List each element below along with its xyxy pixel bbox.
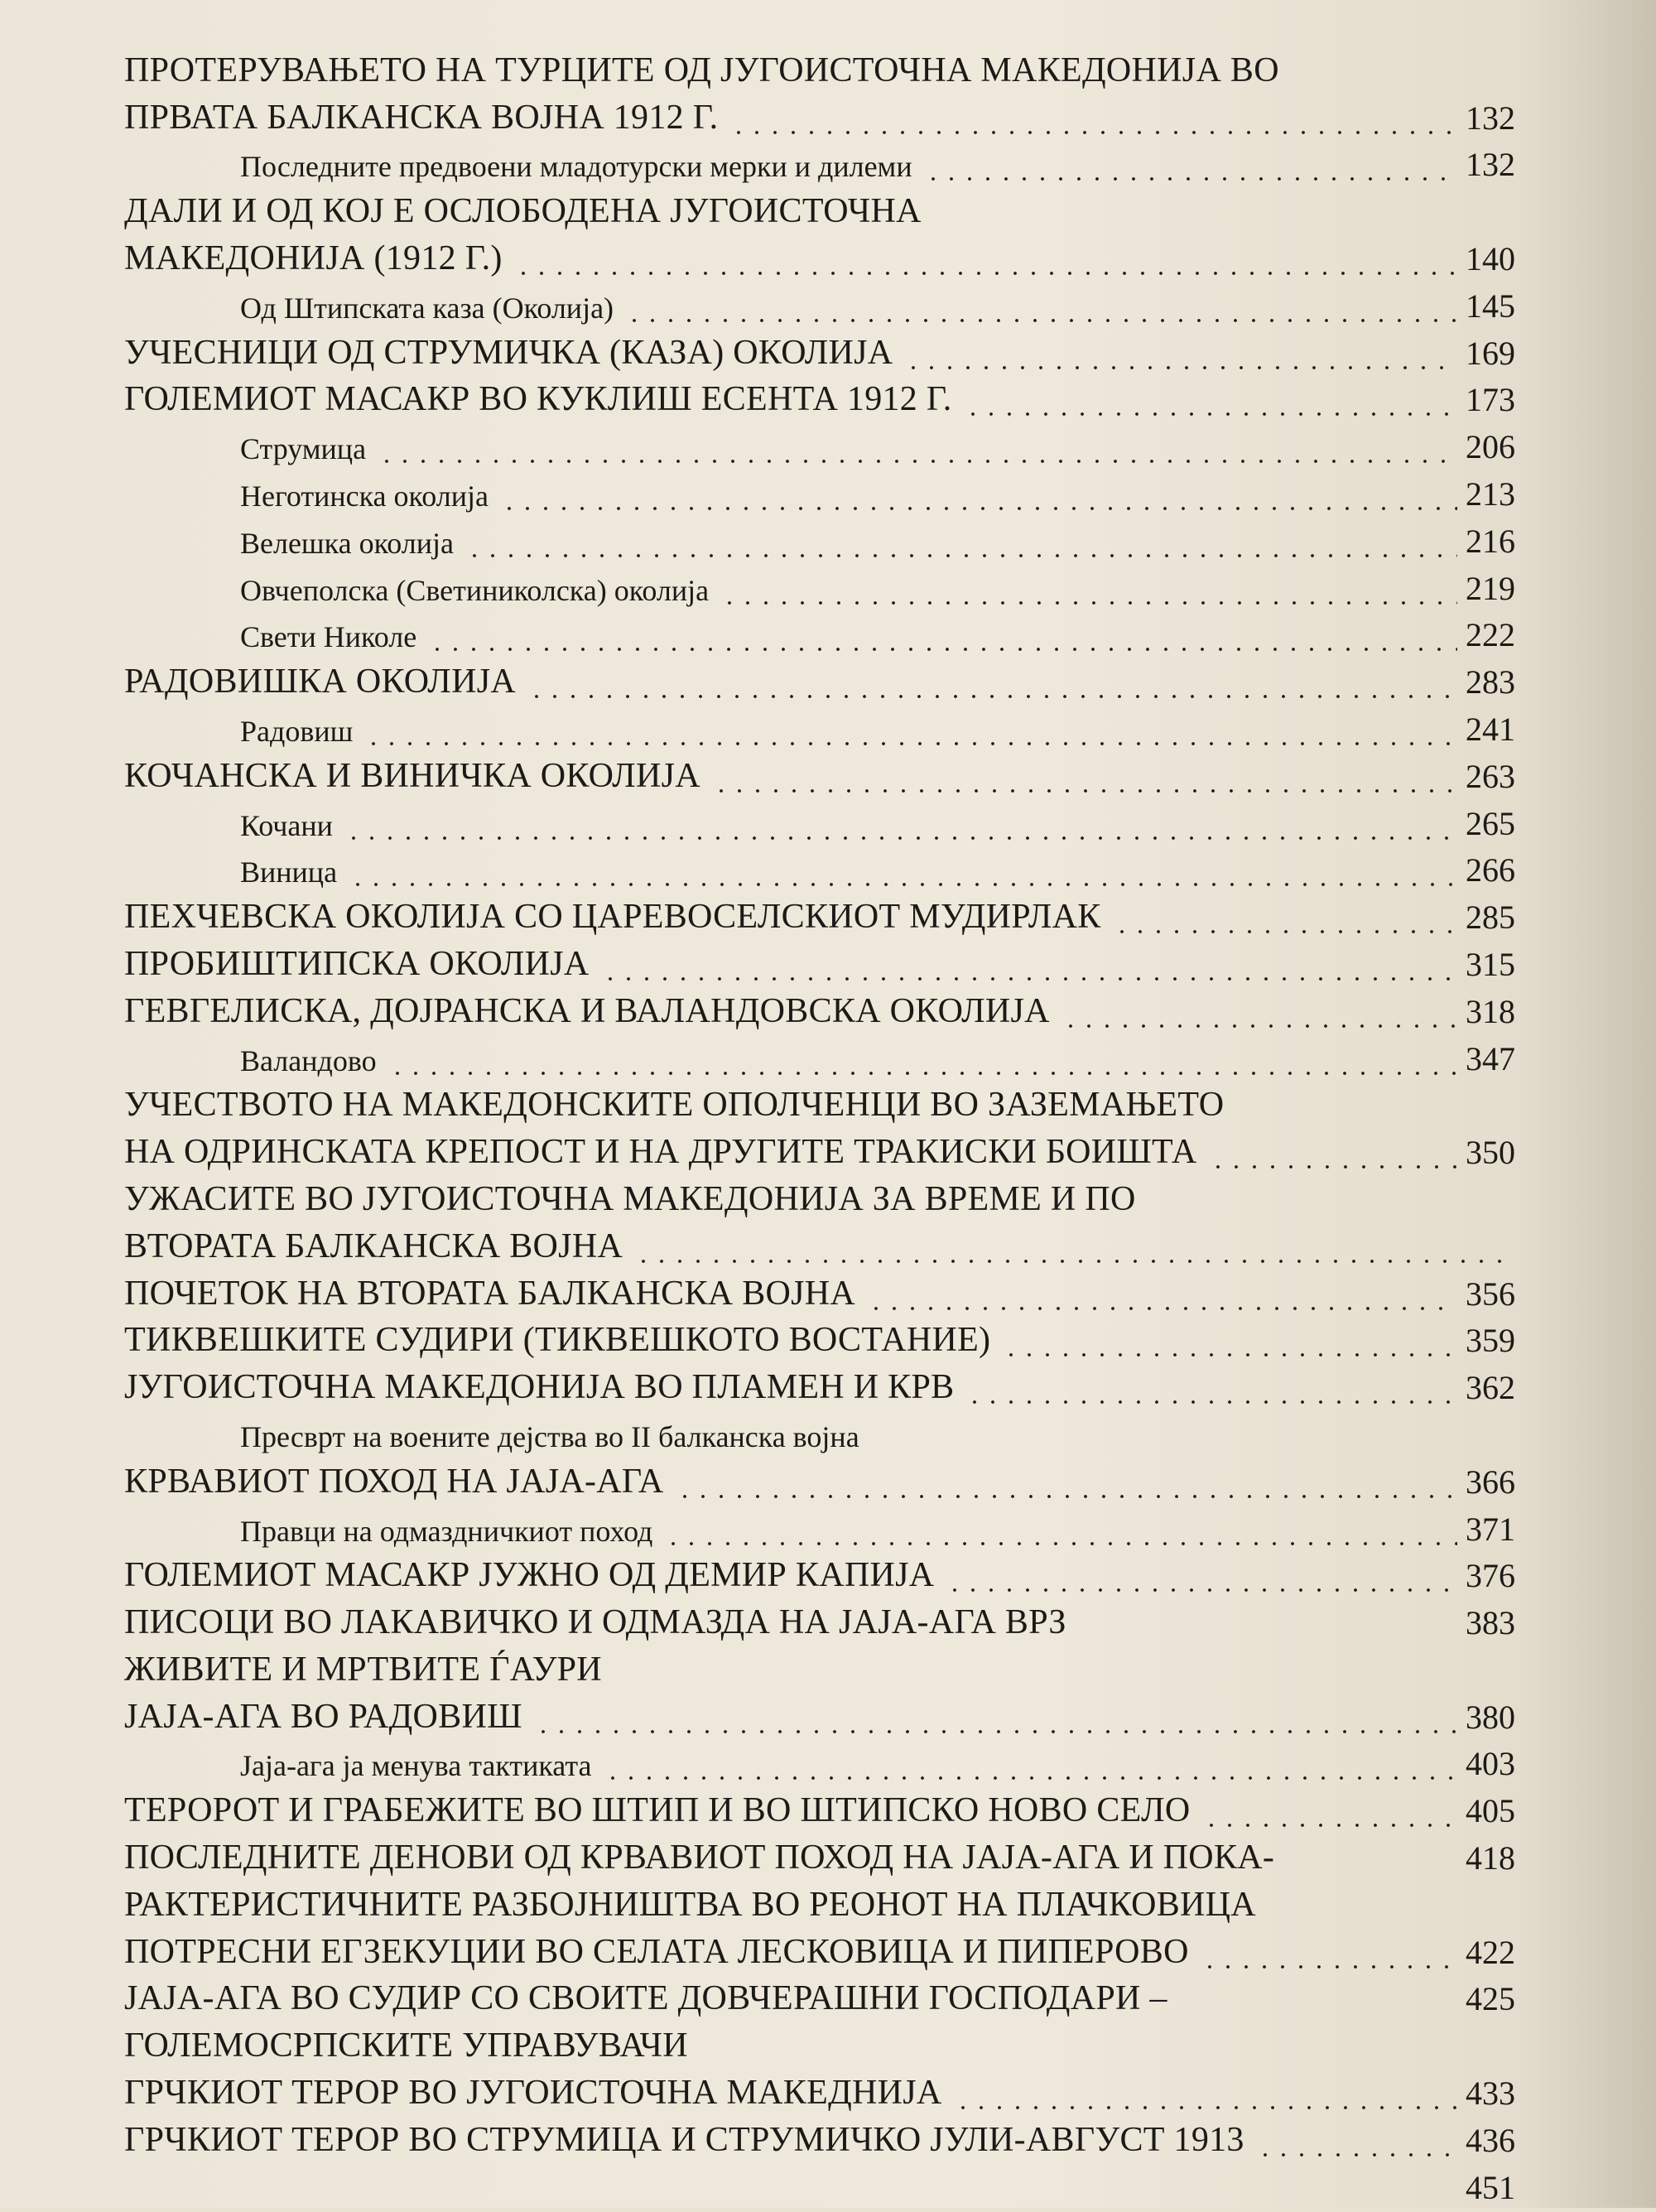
toc-heading-text: УЧЕСТВОТО НА МАКЕДОНСКИТЕ ОПОЛЧЕНЦИ ВО ЗАЗЕМАЊЕТО	[124, 1086, 1225, 1125]
dot-leader	[946, 1588, 1457, 1592]
toc-subentry-text: Јаја-ага ја менува тактиката	[240, 1749, 592, 1783]
toc-heading-text: ВТОРАТА БАЛКАНСКА ВОЈНА	[124, 1226, 623, 1265]
dot-leader	[1201, 1965, 1457, 1969]
dot-leader	[676, 1495, 1457, 1498]
page-number: 405	[1466, 1792, 1515, 1830]
toc-heading-text: ТИКВЕШКИТЕ СУДИРИ (ТИКВЕШКОТО ВОСТАНИЕ)	[124, 1321, 991, 1360]
toc-subentry-text: Овчеполска (Светиниколска) околија	[240, 573, 710, 607]
toc-heading-text: ГОЛЕМОСРПСКИТЕ УПРАВУВАЧИ	[124, 2026, 688, 2065]
toc-heading-row	[124, 330, 1515, 378]
page-number: 285	[1466, 899, 1515, 937]
dot-leader	[364, 742, 1457, 745]
page-number: 132	[1466, 146, 1515, 184]
toc-subentry-row	[124, 848, 1515, 895]
toc-subentry-row	[124, 1036, 1515, 1083]
toc-heading-row	[124, 1882, 1515, 1930]
dot-leader	[904, 366, 1457, 369]
dot-leader	[428, 648, 1457, 651]
page-number: 140	[1466, 239, 1515, 277]
toc-subentry-text: Правци на одмаздничкиот поход	[240, 1514, 653, 1548]
page-number: 132	[1466, 99, 1515, 137]
dot-leader	[349, 883, 1457, 886]
dot-leader	[965, 1400, 1457, 1404]
toc-heading-row	[124, 659, 1515, 706]
toc-subentry-row	[124, 1506, 1515, 1554]
toc-heading-text: ПОЧЕТОК НА ВТОРАТА БАЛКАНСКА ВОЈНА	[124, 1274, 856, 1313]
toc-heading-text: КОЧАНСКА И ВИНИЧКА ОКОЛИЈА	[124, 756, 700, 795]
toc-heading-text: ГРЧКИОТ ТЕРОР ВО ЈУГОИСТОЧНА МАКЕДНИЈА	[124, 2074, 942, 2113]
toc-subentry-row	[124, 424, 1515, 471]
toc-heading-text: ПОТРЕСНИ ЕГЗЕКУЦИИ ВО СЕЛАТА ЛЕСКОВИЦА И ПИПЕРОВО	[124, 1932, 1189, 1971]
toc-heading-text: ПОСЛЕДНИТЕ ДЕНОВИ ОД КРВАВИОТ ПОХОД НА ЈАЈА-АГА И ПОКА-	[124, 1839, 1275, 1877]
toc-heading-text: ЈАЈА-АГА ВО РАДОВИШ	[124, 1697, 522, 1736]
toc-heading-text: РАКТЕРИСТИЧНИТЕ РАЗБОЈНИШТВА ВО РЕОНОТ НА ПЛАЧКОВИЦА	[124, 1885, 1256, 1924]
dot-leader	[601, 977, 1457, 981]
page-number: 366	[1466, 1463, 1515, 1501]
toc-heading-row	[124, 1600, 1515, 1647]
dot-leader	[1209, 1165, 1457, 1169]
page-number: 383	[1466, 1604, 1515, 1642]
page-number: 425	[1466, 1980, 1515, 2018]
toc-heading-text: ПИСОЦИ ВО ЛАКАВИЧКО И ОДМАЗДА НА ЈАЈА-АГА ВРЗ	[124, 1603, 1066, 1642]
toc-heading-row	[124, 2023, 1515, 2070]
dot-leader	[1256, 2153, 1457, 2157]
toc-subentry-row	[124, 1412, 1515, 1459]
toc-heading-row	[124, 942, 1515, 989]
toc-heading-row	[124, 1977, 1515, 2024]
dot-leader	[954, 2106, 1457, 2109]
page-number: 266	[1466, 851, 1515, 889]
page-number: 213	[1466, 475, 1515, 513]
toc-subentry-row	[124, 566, 1515, 613]
toc-subentry-row	[124, 801, 1515, 848]
toc-subentry-text: Последните предвоени младотурски мерки и дилеми	[240, 150, 912, 184]
dot-leader	[867, 1307, 1457, 1310]
toc-heading-row	[124, 1224, 1515, 1271]
dot-leader	[1002, 1353, 1457, 1357]
toc-heading-text: УЧЕСНИЦИ ОД СТРУМИЧКА (КАЗА) ОКОЛИЈА	[124, 333, 893, 372]
dot-leader	[527, 695, 1457, 698]
page-number: 433	[1466, 2075, 1515, 2113]
toc-heading-text: УЖАСИТЕ ВО ЈУГОИСТОЧНА МАКЕДОНИЈА ЗА ВРЕМЕ И ПО	[124, 1179, 1136, 1218]
toc-heading-row	[124, 1177, 1515, 1224]
toc-heading-row	[124, 894, 1515, 942]
table-of-contents	[124, 48, 1515, 2212]
toc-subentry-text: Кочани	[240, 808, 333, 842]
toc-heading-row	[124, 754, 1515, 801]
dot-leader	[1202, 1824, 1457, 1827]
dot-leader	[712, 789, 1457, 793]
toc-subentry-text: Велешка околија	[240, 526, 454, 560]
toc-subentry-row	[124, 1742, 1515, 1789]
toc-heading-text: ПРОБИШТИПСКА ОКОЛИЈА	[124, 944, 590, 983]
page-number: 219	[1466, 569, 1515, 607]
toc-heading-row	[124, 1318, 1515, 1366]
toc-heading-text: ГОЛЕМИОТ МАСАКР ЈУЖНО ОД ДЕМИР КАПИЈА	[124, 1556, 935, 1595]
page-number: 263	[1466, 757, 1515, 795]
page-number: 206	[1466, 428, 1515, 466]
toc-subentry-text: Пресврт на воените дејства во II балканска војна	[240, 1419, 859, 1453]
toc-heading-row	[124, 48, 1515, 95]
toc-heading-row	[124, 989, 1515, 1036]
toc-heading-row	[124, 95, 1515, 142]
toc-heading-row	[124, 1930, 1515, 1977]
toc-subentry-row	[124, 706, 1515, 754]
page-number: 347	[1466, 1039, 1515, 1077]
page-number: 362	[1466, 1369, 1515, 1407]
dot-leader	[634, 1260, 1515, 1263]
toc-heading-text: КРВАВИОТ ПОХОД НА ЈАЈА-АГА	[124, 1462, 664, 1501]
page-number: 216	[1466, 522, 1515, 560]
toc-heading-text: ДАЛИ И ОД КОЈ Е ОСЛОБОДЕНА ЈУГОИСТОЧНА	[124, 192, 922, 231]
page-number: 145	[1466, 287, 1515, 325]
toc-subentry-row	[124, 142, 1515, 190]
toc-heading-row	[124, 1271, 1515, 1318]
page-number: 376	[1466, 1557, 1515, 1595]
page-number: 173	[1466, 381, 1515, 419]
dot-leader	[720, 601, 1457, 605]
toc-heading-row	[124, 1835, 1515, 1882]
toc-heading-row	[124, 1083, 1515, 1130]
toc-heading-text: ЈАЈА-АГА ВО СУДИР СО СВОИТЕ ДОВЧЕРАШНИ ГОСПОДАРИ –	[124, 1979, 1167, 2018]
page-number: 222	[1466, 616, 1515, 654]
toc-heading-row	[124, 2118, 1515, 2165]
dot-leader	[604, 1776, 1457, 1780]
dot-leader	[625, 319, 1457, 322]
toc-subentry-text: Валандово	[240, 1043, 377, 1077]
toc-subentry-text: Неготинска околија	[240, 479, 489, 513]
toc-subentry-text: Од Штипската каза (Околија)	[240, 291, 614, 325]
toc-heading-row	[124, 1647, 1515, 1694]
dot-leader	[1061, 1024, 1457, 1028]
toc-heading-row	[124, 1788, 1515, 1835]
page-number: 350	[1466, 1134, 1515, 1172]
toc-heading-row	[124, 2070, 1515, 2118]
dot-leader	[465, 554, 1457, 557]
toc-subentry-row	[124, 518, 1515, 566]
toc-heading-text: ПРОТЕРУВАЊЕТО НА ТУРЦИТЕ ОД ЈУГОИСТОЧНА МАКЕДОНИЈА ВО	[124, 51, 1279, 89]
page-number: 380	[1466, 1698, 1515, 1736]
page-number: 241	[1466, 710, 1515, 748]
page-number: 451	[1466, 2168, 1515, 2206]
toc-heading-text: ТЕРОРОТ И ГРАБЕЖИТЕ ВО ШТИП И ВО ШТИПСКО НОВО СЕЛО	[124, 1791, 1191, 1830]
toc-heading-row	[124, 1694, 1515, 1742]
toc-heading-row	[124, 189, 1515, 236]
toc-subentry-row	[124, 613, 1515, 660]
toc-heading-row	[124, 378, 1515, 425]
toc-heading-row	[124, 2165, 1515, 2212]
dot-leader	[964, 412, 1457, 416]
toc-heading-row	[124, 1459, 1515, 1506]
toc-heading-row	[124, 1554, 1515, 1601]
page-number: 422	[1466, 1933, 1515, 1971]
dot-leader	[924, 177, 1457, 181]
dot-leader	[500, 507, 1457, 510]
toc-subentry-text: Радовиш	[240, 714, 354, 748]
page-number: 356	[1466, 1275, 1515, 1313]
dot-leader	[664, 1542, 1457, 1545]
toc-heading-text: МАКЕДОНИЈА (1912 Г.)	[124, 239, 503, 277]
dot-leader	[378, 460, 1457, 463]
toc-subentry-text: Виница	[240, 855, 338, 889]
dot-leader	[534, 1730, 1457, 1733]
toc-heading-text: НА ОДРИНСКАТА КРЕПОСТ И НА ДРУГИТЕ ТРАКИСКИ БОИШТА	[124, 1133, 1197, 1172]
toc-subentry-row	[124, 471, 1515, 518]
toc-heading-text: ГОЛЕМИОТ МАСАКР ВО КУКЛИШ ЕСЕНТА 1912 Г.	[124, 380, 952, 419]
toc-heading-text: ГРЧКИОТ ТЕРОР ВО СТРУМИЦА И СТРУМИЧКО ЈУЛИ-АВГУСТ 1913	[124, 2120, 1244, 2159]
toc-subentry-row	[124, 283, 1515, 330]
dot-leader	[514, 272, 1457, 275]
page-number: 283	[1466, 663, 1515, 701]
page-number: 169	[1466, 334, 1515, 372]
page-number: 265	[1466, 804, 1515, 842]
toc-heading-row	[124, 236, 1515, 283]
toc-heading-row	[124, 1365, 1515, 1412]
toc-heading-text: РАДОВИШКА ОКОЛИЈА	[124, 663, 516, 701]
toc-subentry-text: Струмица	[240, 432, 367, 466]
dot-leader	[388, 1072, 1457, 1075]
dot-leader	[1113, 930, 1457, 933]
page-number: 371	[1466, 1510, 1515, 1548]
toc-heading-text: ЖИВИТЕ И МРТВИТЕ ЃАУРИ	[124, 1650, 602, 1689]
toc-heading-text: ПЕХЧЕВСКА ОКОЛИЈА СО ЦАРЕВОСЕЛСКИОТ МУДИРЛАК	[124, 898, 1101, 937]
toc-heading-text: ПРВАТА БАЛКАНСКА ВОЈНА 1912 Г.	[124, 98, 719, 137]
page-number: 315	[1466, 945, 1515, 983]
toc-heading-text: ЈУГОИСТОЧНА МАКЕДОНИЈА ВО ПЛАМЕН И КРВ	[124, 1368, 955, 1407]
page-number: 318	[1466, 992, 1515, 1030]
dot-leader	[344, 836, 1457, 840]
toc-subentry-text: Свети Николе	[240, 620, 417, 654]
page-number: 418	[1466, 1839, 1515, 1877]
page-number: 436	[1466, 2121, 1515, 2159]
toc-heading-text: ГЕВГЕЛИСКА, ДОЈРАНСКА И ВАЛАНДОВСКА ОКОЛИЈА	[124, 991, 1050, 1030]
dot-leader	[729, 131, 1457, 134]
page-number: 359	[1466, 1322, 1515, 1360]
toc-heading-row	[124, 1130, 1515, 1177]
page-number: 403	[1466, 1745, 1515, 1783]
